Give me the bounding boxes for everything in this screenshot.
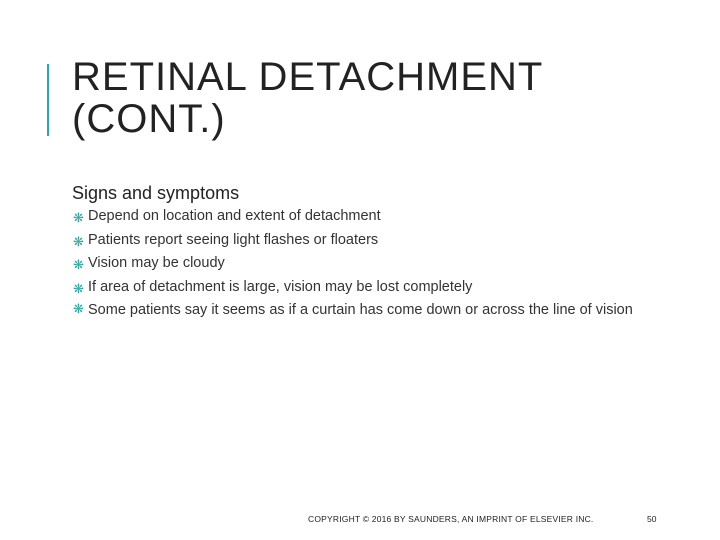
slide-title-line-2: (CONT.) [72, 97, 226, 141]
section-heading: Signs and symptoms [72, 183, 240, 203]
bullet-text: Depend on location and extent of detachment [88, 208, 381, 224]
bullet-text: Patients report seeing light flashes or floaters [88, 231, 379, 248]
bullet-text: Vision may be cloudy [88, 255, 225, 271]
bullet-item [72, 299, 672, 320]
slide-content [72, 181, 672, 320]
title-accent-bar [47, 64, 49, 136]
bullet-text: Some patients say it seems as if a curtain has come down or across the line of vision [88, 302, 633, 318]
bullet-text: If area of detachment is large, vision may be lost completely [88, 278, 473, 295]
flower-bullet-icon: ❋ [73, 257, 84, 272]
bullet-item [72, 205, 672, 229]
bullet-list [72, 205, 672, 320]
bullet-item [72, 252, 672, 276]
slide-title [72, 56, 692, 140]
flower-bullet-icon: ❋ [73, 280, 84, 296]
flower-bullet-icon: ❋ [73, 233, 84, 249]
footer-copyright: COPYRIGHT © 2016 BY SAUNDERS, AN IMPRINT OF ELSEVIER INC. [308, 514, 594, 524]
page-number: 50 [647, 514, 657, 524]
slide-title-line-1: RETINAL DETACHMENT [72, 55, 544, 99]
bullet-item [72, 229, 672, 253]
flower-bullet-icon: ❋ [73, 210, 84, 225]
flower-bullet-icon: ❋ [73, 301, 84, 316]
bullet-item [72, 276, 672, 300]
